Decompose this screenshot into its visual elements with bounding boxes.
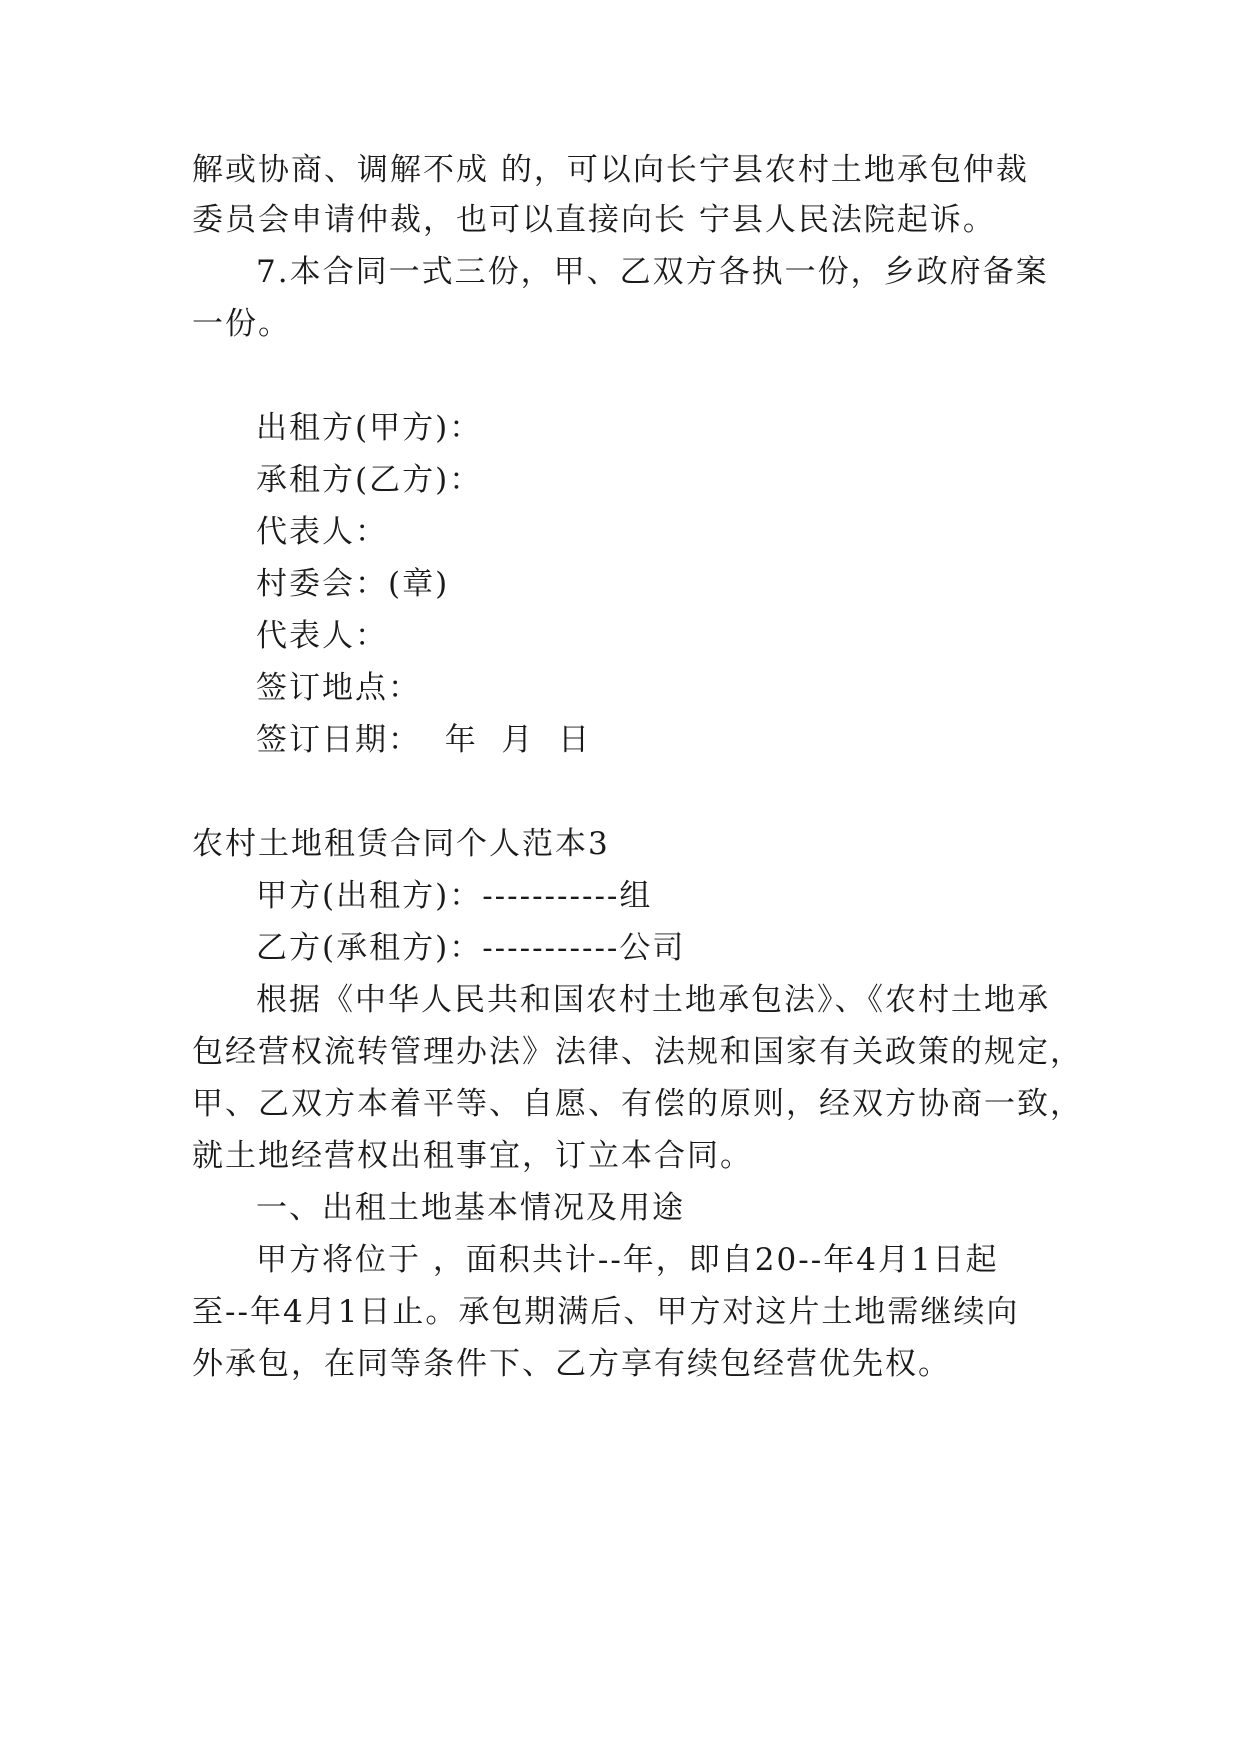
paragraph-line: 包经营权流转管理办法》法律、法规和国家有关政策的规定， — [192, 1034, 1083, 1070]
section-title: 农村土地租赁合同个人范本3 — [192, 826, 610, 862]
paragraph-line: 根据《中华人民共和国农村土地承包法》、《农村土地承 — [256, 982, 1050, 1018]
paragraph-line: 外承包，在同等条件下、乙方享有续包经营优先权。 — [192, 1346, 951, 1382]
paragraph-line: 解或协商、调解不成 的，可以向长宁县农村土地承包仲裁 — [192, 152, 1029, 188]
paragraph-line: 至--年4月1日止。承包期满后、甲方对这片土地需继续向 — [192, 1294, 1020, 1330]
party-b-line: 乙方(承租方)：-----------公司 — [256, 930, 686, 966]
party-a-line: 甲方(出租方)：-----------组 — [256, 878, 653, 914]
signature-lessee: 承租方(乙方)： — [256, 462, 483, 498]
signature-place: 签订地点： — [256, 670, 421, 706]
paragraph-line: 甲、乙双方本着平等、自愿、有偿的原则，经双方协商一致， — [192, 1086, 1083, 1122]
section-heading: 一、出租土地基本情况及用途 — [256, 1190, 685, 1226]
clause-7-line: 7.本合同一式三份，甲、乙双方各执一份，乡政府备案 — [256, 254, 1049, 290]
signature-date: 签订日期： 年 月 日 — [256, 722, 592, 758]
signature-village-committee: 村委会：(章) — [256, 566, 450, 602]
paragraph-line: 就土地经营权出租事宜，订立本合同。 — [192, 1138, 753, 1174]
paragraph-line: 委员会申请仲裁，也可以直接向长 宁县人民法院起诉。 — [192, 202, 996, 238]
signature-lessor: 出租方(甲方)： — [256, 410, 483, 446]
paragraph-line: 甲方将位于 ，面积共计--年，即自20--年4月1日起 — [256, 1242, 999, 1278]
signature-representative: 代表人： — [256, 514, 388, 550]
signature-representative: 代表人： — [256, 618, 388, 654]
paragraph-line: 一份。 — [192, 306, 291, 342]
